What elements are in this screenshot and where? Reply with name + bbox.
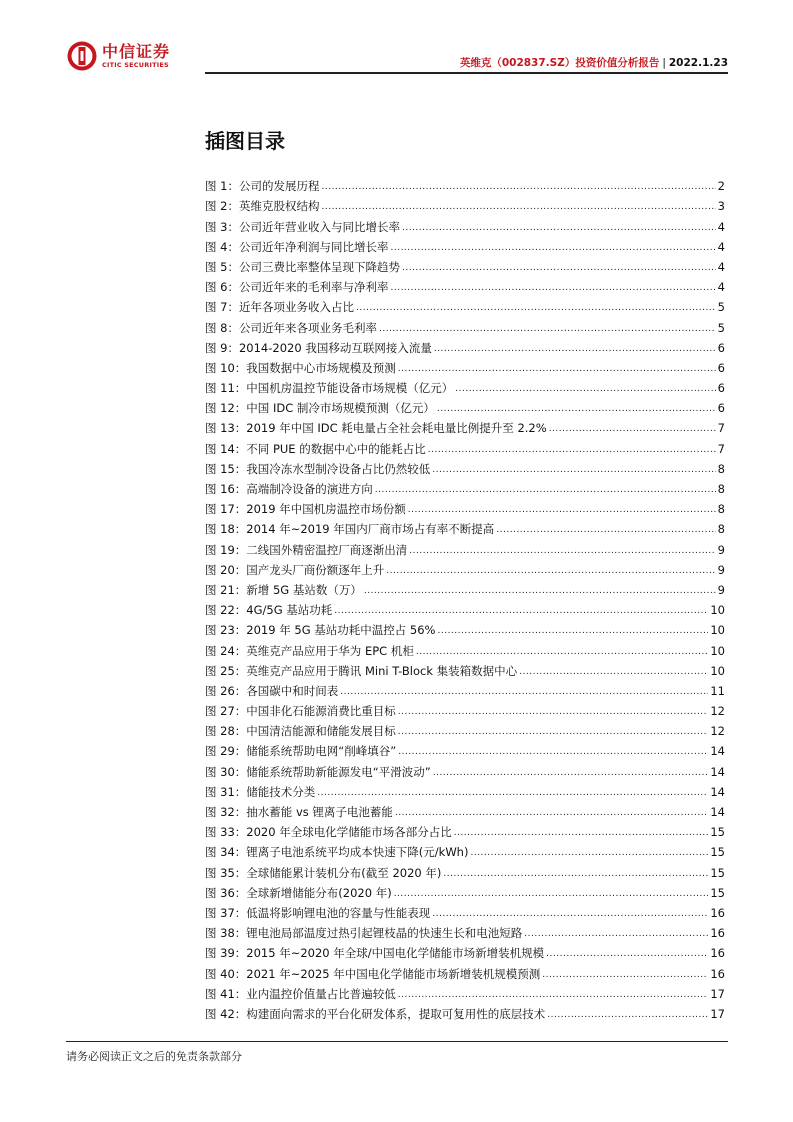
toc-page-number: 3 bbox=[717, 199, 725, 214]
toc-dot-leader bbox=[409, 542, 715, 560]
toc-entry[interactable] bbox=[205, 923, 725, 943]
toc-entry[interactable] bbox=[205, 883, 725, 903]
citic-logo bbox=[66, 40, 170, 72]
toc-dot-leader bbox=[340, 683, 708, 701]
toc-figure-title: 全球新增储能分布(2020 年) bbox=[246, 885, 392, 900]
toc-figure-title: 近年各项业务收入占比 bbox=[238, 300, 354, 315]
toc-dot-leader bbox=[395, 804, 708, 822]
toc-entry[interactable] bbox=[205, 701, 725, 721]
toc-page-number: 9 bbox=[717, 562, 725, 577]
toc-page-number: 16 bbox=[710, 966, 725, 981]
toc-page-number: 9 bbox=[717, 542, 725, 557]
toc-figure-title: 2014 年~2019 年国内厂商市场占有率不断提高 bbox=[246, 522, 495, 537]
toc-page-number: 14 bbox=[710, 764, 725, 779]
toc-figure-number: 图 10： bbox=[205, 360, 247, 375]
toc-figure-number: 图 40： bbox=[205, 966, 247, 981]
report-title-line bbox=[460, 55, 728, 70]
toc-page-number: 4 bbox=[717, 219, 725, 234]
toc-figure-number: 图 6： bbox=[205, 280, 239, 295]
toc-entry[interactable] bbox=[205, 398, 725, 418]
toc-figure-title: 中国清洁能源和储能发展目标 bbox=[246, 724, 396, 739]
toc-entry[interactable] bbox=[205, 640, 725, 660]
toc-figure-number: 图 23： bbox=[205, 623, 247, 638]
disclaimer-note: 请务必阅读正文之后的免责条款部分 bbox=[66, 1050, 242, 1063]
toc-dot-leader bbox=[356, 299, 716, 317]
toc-page-number: 16 bbox=[710, 926, 725, 941]
toc-page-number: 17 bbox=[710, 986, 725, 1001]
toc-entry[interactable] bbox=[205, 862, 725, 882]
toc-figure-title: 2019 年中国 IDC 耗电量占全社会耗电量比例提升至 2.2% bbox=[246, 421, 547, 436]
toc-figure-title: 不同 PUE 的数据中心中的能耗占比 bbox=[246, 441, 426, 456]
toc-dot-leader bbox=[546, 945, 708, 963]
toc-figure-number: 图 32： bbox=[205, 805, 247, 819]
toc-figure-title: 英维克股权结构 bbox=[238, 199, 320, 214]
toc-figure-title: 2020 年全球电化学储能市场各部分占比 bbox=[246, 825, 452, 840]
toc-page-number: 15 bbox=[710, 885, 725, 900]
toc-figure-number: 图 2： bbox=[205, 199, 239, 214]
toc-entry[interactable] bbox=[205, 257, 725, 277]
toc-dot-leader bbox=[321, 178, 715, 196]
toc-entry[interactable] bbox=[205, 943, 725, 963]
toc-figure-title: 新增 5G 基站数（万） bbox=[246, 582, 362, 597]
toc-page-number: 10 bbox=[710, 623, 725, 638]
header-separator: | bbox=[662, 57, 666, 69]
toc-figure-title: 业内温控价值量占比普遍较低 bbox=[246, 986, 396, 1001]
toc-figure-number: 图 39： bbox=[205, 946, 247, 961]
toc-entry[interactable] bbox=[205, 378, 725, 398]
toc-page-number: 8 bbox=[717, 522, 725, 537]
toc-entry[interactable] bbox=[205, 802, 725, 822]
toc-page-number: 6 bbox=[717, 381, 725, 396]
toc-figure-title: 高端制冷设备的演进方向 bbox=[246, 482, 373, 496]
toc-entry[interactable] bbox=[205, 782, 725, 802]
toc-dot-leader bbox=[549, 420, 716, 438]
toc-entry[interactable] bbox=[205, 237, 725, 257]
toc-figure-title: 公司近年营业收入与同比增长率 bbox=[238, 219, 400, 234]
toc-figure-number: 图 8： bbox=[205, 320, 239, 335]
toc-dot-leader bbox=[432, 461, 715, 479]
report-date: 2022.1.23 bbox=[668, 57, 728, 69]
toc-dot-leader bbox=[454, 824, 709, 842]
toc-figure-title: 锂离子电池系统平均成本快速下降(元/kWh) bbox=[246, 845, 469, 860]
toc-entry[interactable] bbox=[205, 418, 725, 438]
toc-entry[interactable] bbox=[205, 519, 725, 539]
toc-figure-number: 图 11： bbox=[205, 381, 247, 396]
brand-name-cn: 中信证券 bbox=[102, 41, 171, 61]
toc-entry[interactable] bbox=[205, 761, 725, 781]
toc-entry[interactable] bbox=[205, 479, 725, 499]
toc-figure-number: 图 30： bbox=[205, 764, 247, 779]
toc-page-number: 8 bbox=[717, 461, 725, 476]
toc-page-number: 10 bbox=[710, 663, 725, 678]
toc-entry[interactable] bbox=[205, 560, 725, 580]
toc-figure-number: 图 26： bbox=[205, 683, 247, 698]
toc-page-number: 6 bbox=[717, 360, 725, 375]
toc-figure-number: 图 22： bbox=[205, 603, 247, 618]
toc-entry[interactable] bbox=[205, 661, 725, 681]
toc-figure-title: 公司近年来的毛利率与净利率 bbox=[238, 280, 389, 295]
toc-dot-leader bbox=[398, 703, 709, 721]
toc-dot-leader bbox=[437, 400, 716, 418]
toc-figure-title: 公司近年净利润与同比增长率 bbox=[238, 239, 389, 254]
toc-figure-title: 公司三费比率整体呈现下降趋势 bbox=[238, 259, 400, 274]
toc-entry[interactable] bbox=[205, 580, 725, 600]
toc-dot-leader bbox=[398, 743, 708, 761]
toc-dot-leader bbox=[519, 663, 708, 681]
toc-page-number: 5 bbox=[717, 300, 725, 315]
toc-figure-title: 我国数据中心市场规模及预测 bbox=[246, 360, 396, 375]
toc-entry[interactable] bbox=[205, 216, 725, 236]
toc-entry[interactable] bbox=[205, 196, 725, 216]
toc-page-number: 15 bbox=[710, 825, 725, 840]
page-header bbox=[66, 38, 728, 78]
toc-entry[interactable] bbox=[205, 681, 725, 701]
toc-dot-leader bbox=[434, 340, 716, 358]
toc-page-number: 10 bbox=[710, 603, 725, 618]
toc-entry[interactable] bbox=[205, 539, 725, 559]
toc-page-number: 14 bbox=[710, 784, 725, 799]
toc-dot-leader bbox=[437, 622, 708, 640]
report-title: 英维克（002837.SZ）投资价值分析报告 bbox=[459, 57, 660, 69]
toc-figure-title: 国产龙头厂商份额逐年上升 bbox=[246, 562, 385, 577]
toc-figure-number: 图 27： bbox=[205, 704, 247, 719]
toc-figure-number: 图 36： bbox=[205, 885, 247, 900]
toc-figure-number: 图 41： bbox=[205, 986, 247, 1001]
toc-entry[interactable] bbox=[205, 499, 725, 519]
toc-entry[interactable] bbox=[205, 297, 725, 317]
toc-figure-title: 中国机房温控节能设备市场规模（亿元） bbox=[246, 381, 454, 396]
toc-entry[interactable] bbox=[205, 317, 725, 337]
toc-dot-leader bbox=[364, 582, 716, 600]
toc-dot-leader bbox=[398, 360, 716, 378]
header-divider bbox=[205, 72, 728, 74]
toc-figure-title: 2019 年 5G 基站功耗中温控占 56% bbox=[246, 623, 436, 638]
toc-figure-number: 图 5： bbox=[205, 259, 239, 274]
toc-page-number: 9 bbox=[717, 582, 725, 597]
toc-figure-number: 图 33： bbox=[205, 825, 247, 840]
toc-figure-title: 储能系统帮助新能源发电“平滑波动” bbox=[246, 764, 431, 779]
toc-dot-leader bbox=[402, 259, 716, 277]
toc-figure-title: 抽水蓄能 vs 锂离子电池蓄能 bbox=[246, 805, 393, 819]
toc-figure-title: 中国非化石能源消费比重目标 bbox=[246, 704, 396, 719]
toc-page-number: 12 bbox=[710, 724, 725, 739]
toc-figure-title: 我国冷冻水型制冷设备占比仍然较低 bbox=[246, 461, 431, 476]
toc-figure-number: 图 12： bbox=[205, 401, 247, 416]
toc-figure-number: 图 13： bbox=[205, 421, 247, 436]
toc-page-number: 16 bbox=[710, 905, 725, 920]
toc-entry[interactable] bbox=[205, 984, 725, 1004]
toc-dot-leader bbox=[321, 198, 715, 216]
toc-figure-title: 2021 年~2025 年中国电化学储能市场新增装机规模预测 bbox=[246, 966, 541, 981]
toc-dot-leader bbox=[433, 764, 709, 782]
toc-page-number: 8 bbox=[717, 482, 725, 496]
toc-dot-leader bbox=[408, 501, 716, 519]
toc-entry[interactable] bbox=[205, 842, 725, 862]
toc-figure-number: 图 17： bbox=[205, 502, 247, 517]
toc-figure-title: 英维克产品应用于华为 EPC 机柜 bbox=[246, 643, 414, 658]
toc-page-number: 10 bbox=[710, 643, 725, 658]
toc-dot-leader bbox=[402, 219, 716, 237]
toc-figure-number: 图 16： bbox=[205, 482, 247, 496]
toc-dot-leader bbox=[398, 723, 709, 741]
toc-figure-title: 储能技术分类 bbox=[246, 784, 316, 799]
toc-entry[interactable] bbox=[205, 176, 725, 196]
toc-figure-title: 锂电池局部温度过热引起锂枝晶的快速生长和电池短路 bbox=[246, 926, 523, 941]
citic-emblem-icon bbox=[66, 40, 98, 72]
toc-figure-title: 二线国外精密温控厂商逐渐出清 bbox=[246, 542, 408, 557]
toc-entry[interactable] bbox=[205, 277, 725, 297]
toc-page-number: 7 bbox=[717, 441, 725, 456]
toc-page-number: 6 bbox=[717, 401, 725, 416]
toc-page-number: 4 bbox=[717, 239, 725, 254]
toc-dot-leader bbox=[547, 1006, 708, 1024]
toc-figure-title: 公司近年来各项业务毛利率 bbox=[238, 320, 377, 335]
toc-page-number: 16 bbox=[710, 946, 725, 961]
toc-entry[interactable] bbox=[205, 358, 725, 378]
toc-figure-number: 图 1： bbox=[205, 179, 239, 194]
toc-page-number: 2 bbox=[717, 179, 725, 194]
toc-dot-leader bbox=[524, 925, 708, 943]
toc-figure-title: 各国碳中和时间表 bbox=[246, 683, 339, 698]
toc-page-number: 8 bbox=[717, 502, 725, 517]
toc-figure-number: 图 35： bbox=[205, 865, 247, 880]
toc-dot-leader bbox=[394, 885, 709, 903]
toc-dot-leader bbox=[334, 602, 708, 620]
toc-figure-title: 英维克产品应用于腾讯 Mini T-Block 集装箱数据中心 bbox=[246, 663, 518, 678]
toc-entry[interactable] bbox=[205, 338, 725, 358]
toc-figure-number: 图 25： bbox=[205, 663, 247, 678]
toc-figure-title: 4G/5G 基站功耗 bbox=[246, 603, 333, 618]
toc-page-number: 12 bbox=[710, 704, 725, 719]
brand-name-en: CITIC SECURITIES bbox=[102, 60, 169, 69]
toc-figure-number: 图 34： bbox=[205, 845, 247, 860]
toc-entry[interactable] bbox=[205, 1004, 725, 1024]
toc-figure-number: 图 3： bbox=[205, 219, 239, 234]
toc-page-number: 15 bbox=[710, 865, 725, 880]
toc-dot-leader bbox=[390, 239, 715, 257]
figure-index bbox=[205, 176, 725, 1024]
toc-page-number: 7 bbox=[717, 421, 725, 436]
toc-dot-leader bbox=[496, 521, 715, 539]
toc-page-number: 4 bbox=[717, 259, 725, 274]
toc-page-number: 6 bbox=[717, 340, 725, 355]
toc-dot-leader bbox=[317, 784, 708, 802]
toc-dot-leader bbox=[379, 320, 716, 338]
toc-figure-title: 全球储能累计装机分布(截至 2020 年) bbox=[246, 865, 442, 880]
toc-dot-leader bbox=[398, 986, 709, 1004]
toc-dot-leader bbox=[390, 279, 715, 297]
toc-entry[interactable] bbox=[205, 721, 725, 741]
toc-page-number: 14 bbox=[710, 744, 725, 759]
toc-entry[interactable] bbox=[205, 741, 725, 761]
toc-figure-title: 中国 IDC 制冷市场规模预测（亿元） bbox=[246, 401, 435, 416]
toc-figure-number: 图 28： bbox=[205, 724, 247, 739]
toc-entry[interactable] bbox=[205, 620, 725, 640]
toc-figure-title: 2015 年~2020 年全球/中国电化学储能市场新增装机规模 bbox=[246, 946, 545, 961]
toc-figure-number: 图 29： bbox=[205, 744, 247, 759]
toc-page-number: 5 bbox=[717, 320, 725, 335]
toc-entry[interactable] bbox=[205, 903, 725, 923]
toc-dot-leader bbox=[455, 380, 715, 398]
footer-divider bbox=[66, 1041, 728, 1042]
toc-figure-number: 图 4： bbox=[205, 239, 239, 254]
toc-figure-title: 2014-2020 我国移动互联网接入流量 bbox=[238, 340, 432, 355]
toc-figure-title: 构建面向需求的平台化研发体系，提取可复用性的底层技术 bbox=[246, 1006, 546, 1021]
toc-figure-number: 图 9： bbox=[205, 340, 239, 355]
toc-figure-number: 图 31： bbox=[205, 784, 247, 799]
toc-figure-number: 图 20： bbox=[205, 562, 247, 577]
toc-figure-number: 图 38： bbox=[205, 926, 247, 941]
toc-figure-number: 图 42： bbox=[205, 1006, 247, 1021]
toc-entry[interactable] bbox=[205, 438, 725, 458]
toc-dot-leader bbox=[375, 481, 716, 499]
toc-figure-number: 图 21： bbox=[205, 582, 247, 597]
toc-figure-title: 2019 年中国机房温控市场份额 bbox=[246, 502, 406, 517]
toc-figure-number: 图 15： bbox=[205, 461, 247, 476]
toc-entry[interactable] bbox=[205, 822, 725, 842]
toc-dot-leader bbox=[416, 643, 709, 661]
toc-figure-number: 图 24： bbox=[205, 643, 247, 658]
toc-page-number: 11 bbox=[710, 683, 725, 698]
page-title: 插图目录 bbox=[205, 129, 285, 153]
toc-page-number: 4 bbox=[717, 280, 725, 295]
toc-entry[interactable] bbox=[205, 459, 725, 479]
toc-figure-title: 低温将影响锂电池的容量与性能表现 bbox=[246, 905, 431, 920]
toc-figure-number: 图 7： bbox=[205, 300, 239, 315]
toc-figure-title: 储能系统帮助电网“削峰填谷” bbox=[246, 744, 397, 759]
toc-dot-leader bbox=[432, 905, 708, 923]
toc-entry[interactable] bbox=[205, 600, 725, 620]
toc-figure-title: 公司的发展历程 bbox=[238, 179, 320, 194]
toc-dot-leader bbox=[542, 966, 708, 984]
toc-page-number: 17 bbox=[710, 1006, 725, 1021]
toc-figure-number: 图 18： bbox=[205, 522, 247, 537]
toc-dot-leader bbox=[470, 844, 708, 862]
toc-figure-number: 图 37： bbox=[205, 905, 247, 920]
toc-dot-leader bbox=[428, 441, 716, 459]
toc-page-number: 14 bbox=[710, 805, 725, 819]
toc-figure-number: 图 19： bbox=[205, 542, 247, 557]
toc-entry[interactable] bbox=[205, 963, 725, 983]
toc-figure-number: 图 14： bbox=[205, 441, 247, 456]
toc-page-number: 15 bbox=[710, 845, 725, 860]
toc-dot-leader bbox=[386, 562, 715, 580]
toc-dot-leader bbox=[443, 865, 708, 883]
